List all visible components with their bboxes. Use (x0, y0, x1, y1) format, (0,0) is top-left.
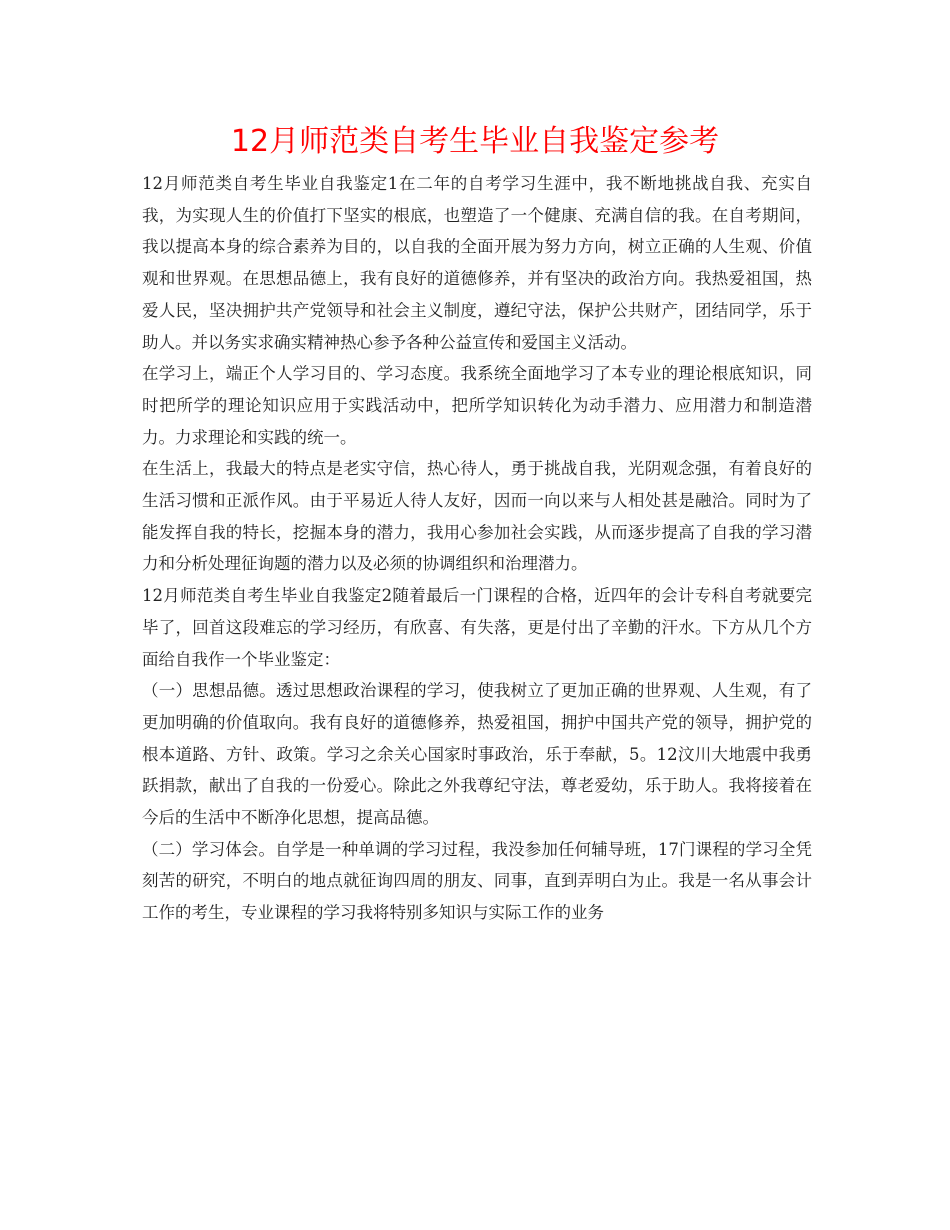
paragraph-2: 在学习上，端正个人学习目的、学习态度。我系统全面地学习了本专业的理论根底知识，同时把所学的理论知识应用于实践活动中，把所学知识转化为动手潜力、应用潜力和制造潜力。力求理论和实践的统一。 (142, 364, 812, 447)
document-body (142, 168, 812, 929)
paragraph-5: （一）思想品德。透过思想政治课程的学习，使我树立了更加正确的世界观、人生观，有了更加明确的价值取向。我有良好的道德修养，热爱祖国，拥护中国共产党的领导，拥护党的根本道路、方针、政策。学习之余关心国家时事政治，乐于奉献，5。12汶川大地震中我勇跃捐款，献出了自我的一份爱心。除此之外我尊纪守法，尊老爱幼，乐于助人。我将接着在今后的生活中不断净化思想，提高品德。 (142, 681, 812, 828)
document-title: 12月师范类自考生毕业自我鉴定参考 (230, 124, 720, 159)
paragraph-3: 在生活上，我最大的特点是老实守信，热心待人，勇于挑战自我，光阴观念强，有着良好的生活习惯和正派作风。由于平易近人待人友好，因而一向以来与人相处甚是融洽。同时为了能发挥自我的特长，挖掘本身的潜力，我用心参加社会实践，从而逐步提高了自我的学习潜力和分析处理征询题的潜力以及必须的协调组织和治理潜力。 (142, 459, 812, 574)
paragraph-4: 12月师范类自考生毕业自我鉴定2随着最后一门课程的合格，近四年的会计专科自考就要完毕了，回首这段难忘的学习经历，有欣喜、有失落，更是付出了辛勤的汗水。下方从几个方面给自我作一个毕业鉴定： (142, 586, 812, 669)
paragraph-1: 12月师范类自考生毕业自我鉴定1在二年的自考学习生涯中，我不断地挑战自我、充实自我，为实现人生的价值打下坚实的根底，也塑造了一个健康、充满自信的我。在自考期间，我以提高本身的综合素养为目的，以自我的全面开展为努力方向，树立正确的人生观、价值观和世界观。在思想品德上，我有良好的道德修养，并有坚决的政治方向。我热爱祖国，热爱人民，坚决拥护共产党领导和社会主义制度，遵纪守法，保护公共财产，团结同学，乐于助人。并以务实求确实精神热心参予各种公益宣传和爱国主义活动。 (142, 174, 812, 352)
paragraph-6: （二）学习体会。自学是一种单调的学习过程，我没参加任何辅导班，17门课程的学习全凭刻苦的研究，不明白的地点就征询四周的朋友、同事，直到弄明白为止。我是一名从事会计工作的考生，专业课程的学习我将特别多知识与实际工作的业务 (142, 839, 812, 923)
